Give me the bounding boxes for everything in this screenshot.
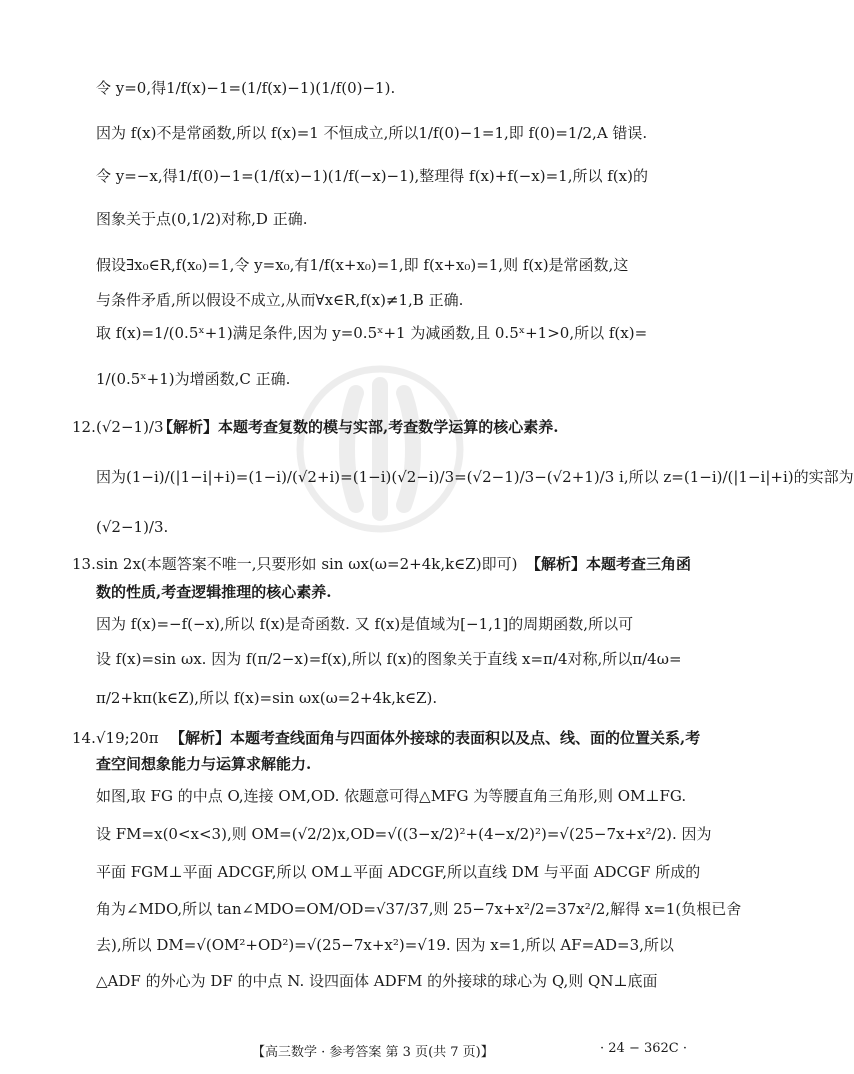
text-line: 设 f(x)=sin ωx. 因为 f(π/2−x)=f(x),所以 f(x)的图象关于直线 x=π/4对称,所以π/4ω= xyxy=(96,650,682,668)
text-line: 因为 f(x)不是常函数,所以 f(x)=1 不恒成立,所以1/f(0)−1=1,即 f(0)=1/2,A 错误. xyxy=(96,124,648,142)
question-analysis: 【解析】本题考查复数的模与实部,考查数学运算的核心素养. xyxy=(158,418,559,436)
question-number: 12. xyxy=(72,418,96,436)
watermark-logo xyxy=(296,365,464,533)
text-line: 角为∠MDO,所以 tan∠MDO=OM/OD=√37/37,则 25−7x+x²/2=37x²/2,解得 x=1(负根已舍 xyxy=(96,900,742,918)
text-line: 平面 FGM⊥平面 ADCGF,所以 OM⊥平面 ADCGF,所以直线 DM 与平面 ADCGF 所成的 xyxy=(96,863,701,881)
text-line: 令 y=−x,得1/f(0)−1=(1/f(x)−1)(1/f(−x)−1),整理得 f(x)+f(−x)=1,所以 f(x)的 xyxy=(96,167,648,185)
text-line: △ADF 的外心为 DF 的中点 N. 设四面体 ADFM 的外接球的球心为 Q,则 QN⊥底面 xyxy=(96,972,658,990)
text-line: 取 f(x)=1/(0.5ˣ+1)满足条件,因为 y=0.5ˣ+1 为减函数,且 0.5ˣ+1>0,所以 f(x)= xyxy=(96,324,648,342)
question-analysis: 【解析】本题考查三角函 xyxy=(526,555,692,573)
text-line: 设 FM=x(0<x<3),则 OM=(√2/2)x,OD=√((3−x/2)²+(4−x/2)²)=√(25−7x+x²/2). 因为 xyxy=(96,825,712,843)
text-line: 假设∃x₀∈R,f(x₀)=1,令 y=x₀,有1/f(x+x₀)=1,即 f(x+x₀)=1,则 f(x)是常函数,这 xyxy=(96,256,629,274)
text-line: 查空间想象能力与运算求解能力. xyxy=(96,755,312,773)
text-line: 图象关于点(0,1/2)对称,D 正确. xyxy=(96,210,308,228)
question-number: 13. xyxy=(72,555,96,573)
text-line: 因为(1−i)/(|1−i|+i)=(1−i)/(√2+i)=(1−i)(√2−i)/3=(√2−1)/3−(√2+1)/3 i,所以 z=(1−i)/(|1−i|+i)的实部为 xyxy=(96,468,854,486)
text-line: 1/(0.5ˣ+1)为增函数,C 正确. xyxy=(96,370,291,388)
text-line: 因为 f(x)=−f(−x),所以 f(x)是奇函数. 又 f(x)是值域为[−1,1]的周期函数,所以可 xyxy=(96,615,634,633)
question-number: 14. xyxy=(72,729,96,747)
question-answer: (√2−1)/3 xyxy=(96,418,164,436)
question-answer: sin 2x(本题答案不唯一,只要形如 sin ωx(ω=2+4k,k∈Z)即可) xyxy=(96,555,518,573)
text-line: 令 y=0,得1/f(x)−1=(1/f(x)−1)(1/f(0)−1). xyxy=(96,79,396,97)
text-line: (√2−1)/3. xyxy=(96,518,169,536)
footer-page-info: 【高三数学 · 参考答案 第 3 页(共 7 页)】 xyxy=(252,1045,494,1060)
question-analysis: 【解析】本题考查线面角与四面体外接球的表面积以及点、线、面的位置关系,考 xyxy=(170,729,701,747)
text-line: 数的性质,考查逻辑推理的核心素养. xyxy=(96,583,332,601)
text-line: 如图,取 FG 的中点 O,连接 OM,OD. 依题意可得△MFG 为等腰直角三角形,则 OM⊥FG. xyxy=(96,787,687,805)
text-line: 去),所以 DM=√(OM²+OD²)=√(25−7x+x²)=√19. 因为 x=1,所以 AF=AD=3,所以 xyxy=(96,936,674,954)
text-line: π/2+kπ(k∈Z),所以 f(x)=sin ωx(ω=2+4k,k∈Z). xyxy=(96,689,438,707)
text-line: 与条件矛盾,所以假设不成立,从而∀x∈R,f(x)≠1,B 正确. xyxy=(96,291,464,309)
question-answer: √19;20π xyxy=(96,729,159,747)
footer-code: · 24 − 362C · xyxy=(600,1041,687,1056)
